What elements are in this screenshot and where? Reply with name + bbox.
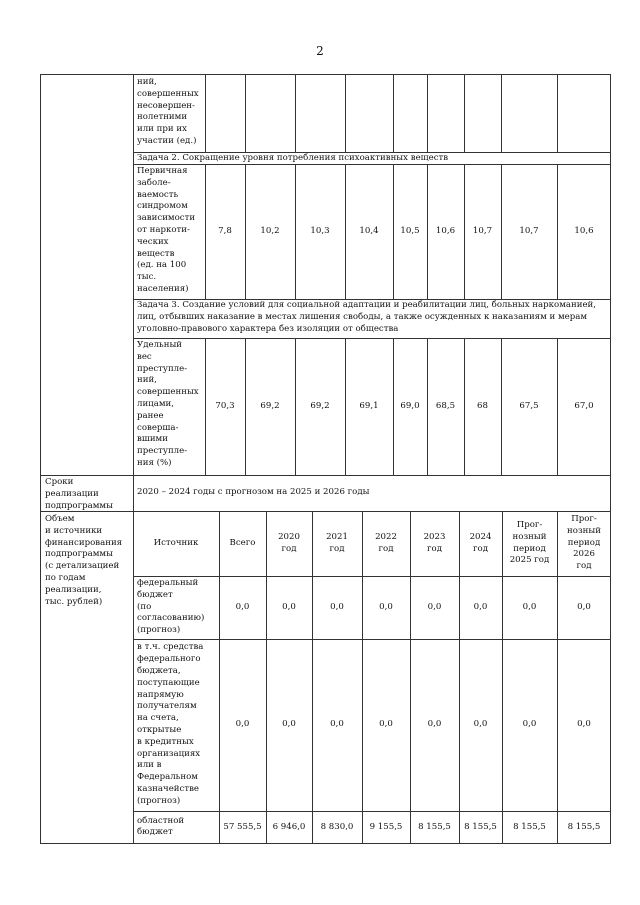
column-divider	[464, 75, 465, 152]
federal-direct-value: 0,0	[473, 719, 488, 730]
federal-budget-value: 0,0	[522, 601, 537, 612]
federal-budget-value: 0,0	[379, 601, 393, 612]
regional-budget-value: 6 946,0	[272, 821, 306, 832]
label-column-divider	[133, 75, 134, 844]
drug-morbidity-value: 10,2	[260, 225, 280, 236]
drug-morbidity-value: 10,3	[310, 225, 330, 236]
federal-budget-value: 0,0	[282, 601, 296, 612]
drug-morbidity-value: 10,4	[359, 225, 379, 236]
federal-direct-value: 0,0	[427, 719, 442, 730]
terms-label: Сроки реализации подпрограммы	[45, 477, 113, 511]
regional-budget-value: 8 155,5	[567, 821, 601, 832]
federal-budget-value: 0,0	[577, 601, 591, 612]
indicator-label-recidivism: Удельный вес преступле- ний, совершенных лицами, ранее соверша- вшими преступле- ния (%)	[137, 340, 199, 468]
funding-header-2023: 2023 год	[423, 531, 446, 554]
regional-budget-value: 8 155,5	[464, 821, 497, 832]
federal-budget-value: 0,0	[235, 601, 250, 612]
column-divider	[345, 75, 346, 152]
column-divider	[427, 75, 428, 152]
recidivism-value: 69,2	[260, 400, 280, 411]
funding-label: Объем и источники финансирования подпрограммы (с детализацией по годам реализации, тыс. рублей)	[45, 514, 123, 607]
regional-budget-value: 8 155,5	[418, 821, 451, 832]
federal-budget-value: 0,0	[330, 601, 344, 612]
recidivism-value: 69,2	[310, 400, 330, 411]
regional-budget-value: 8 155,5	[513, 821, 546, 832]
column-divider	[557, 75, 558, 152]
funding-header-2022: 2022 год	[375, 531, 397, 554]
federal-direct-value: 0,0	[522, 719, 537, 730]
funding-header-2026: Прог- нозный период 2026 год	[567, 514, 601, 572]
federal-direct-value: 0,0	[379, 719, 393, 730]
regional-budget-value: 8 830,0	[320, 821, 354, 832]
drug-morbidity-value: 7,8	[218, 225, 232, 236]
federal-budget-value: 0,0	[473, 601, 488, 612]
terms-value: 2020 – 2024 годы с прогнозом на 2025 и 2026 годы	[137, 487, 370, 498]
federal-budget-value: 0,0	[427, 601, 442, 612]
recidivism-value: 68,5	[435, 400, 456, 411]
column-divider	[205, 75, 206, 152]
recidivism-value: 69,0	[400, 400, 420, 411]
funding-header-2024: 2024 год	[469, 531, 492, 554]
drug-morbidity-value: 10,7	[472, 225, 493, 236]
federal-direct-value: 0,0	[282, 719, 296, 730]
federal-direct-value: 0,0	[577, 719, 591, 730]
funding-header-2021: 2021 год	[326, 531, 348, 554]
drug-morbidity-value: 10,6	[574, 225, 594, 236]
funding-header-2020: 2020 год	[278, 531, 300, 554]
drug-morbidity-value: 10,5	[400, 225, 420, 236]
regional-budget-value: 9 155,5	[369, 821, 403, 832]
task-3-title: Задача 3. Создание условий для социальной адаптации и реабилитации лиц, больных наркоманией, лиц, отбывших наказание в местах лишения свободы, а также осужденных к наказаниям и мерам уголовно-правового характера без изоляции от общества	[137, 300, 597, 334]
page-number: 2	[316, 44, 324, 58]
column-divider	[393, 75, 394, 152]
indicator-label-drug-morbidity: Первичная заболе- ваемость синдромом зависимости от наркоти- ческих веществ (ед. на 100 тыс. населения)	[137, 166, 196, 294]
regional-budget-value: 57 555,5	[223, 821, 262, 832]
recidivism-value: 67,5	[519, 400, 539, 411]
column-divider	[245, 75, 246, 152]
funding-header-2025: Прог- нозный период 2025 год	[509, 519, 550, 566]
passport-table	[40, 74, 611, 844]
recidivism-value: 70,3	[215, 400, 235, 411]
funding-header-source: Источник	[153, 537, 199, 548]
funding-header-total: Всего	[229, 537, 256, 548]
drug-morbidity-value: 10,7	[519, 225, 539, 236]
federal-direct-source: в т.ч. средства федерального бюджета, поступающие напрямую получателям на счета, открытые в кредитных организациях или в Федеральном казначействе (прогноз)	[137, 642, 204, 806]
recidivism-value: 69,1	[359, 400, 379, 411]
regional-budget-source: областной бюджет	[137, 815, 185, 838]
federal-direct-value: 0,0	[235, 719, 250, 730]
federal-direct-value: 0,0	[330, 719, 344, 730]
column-divider	[295, 75, 296, 152]
recidivism-value: 68	[477, 400, 488, 411]
column-divider	[501, 75, 502, 152]
indicator-label-juvenile-crimes: ний, совершенных несовершен- нолетними или при их участии (ед.)	[137, 77, 199, 146]
recidivism-value: 67,0	[574, 400, 594, 411]
task-2-title: Задача 2. Сокращение уровня потребления психоактивных веществ	[137, 153, 449, 163]
drug-morbidity-value: 10,6	[435, 225, 456, 236]
federal-budget-source: федеральный бюджет (по согласованию) (прогноз)	[137, 578, 205, 636]
